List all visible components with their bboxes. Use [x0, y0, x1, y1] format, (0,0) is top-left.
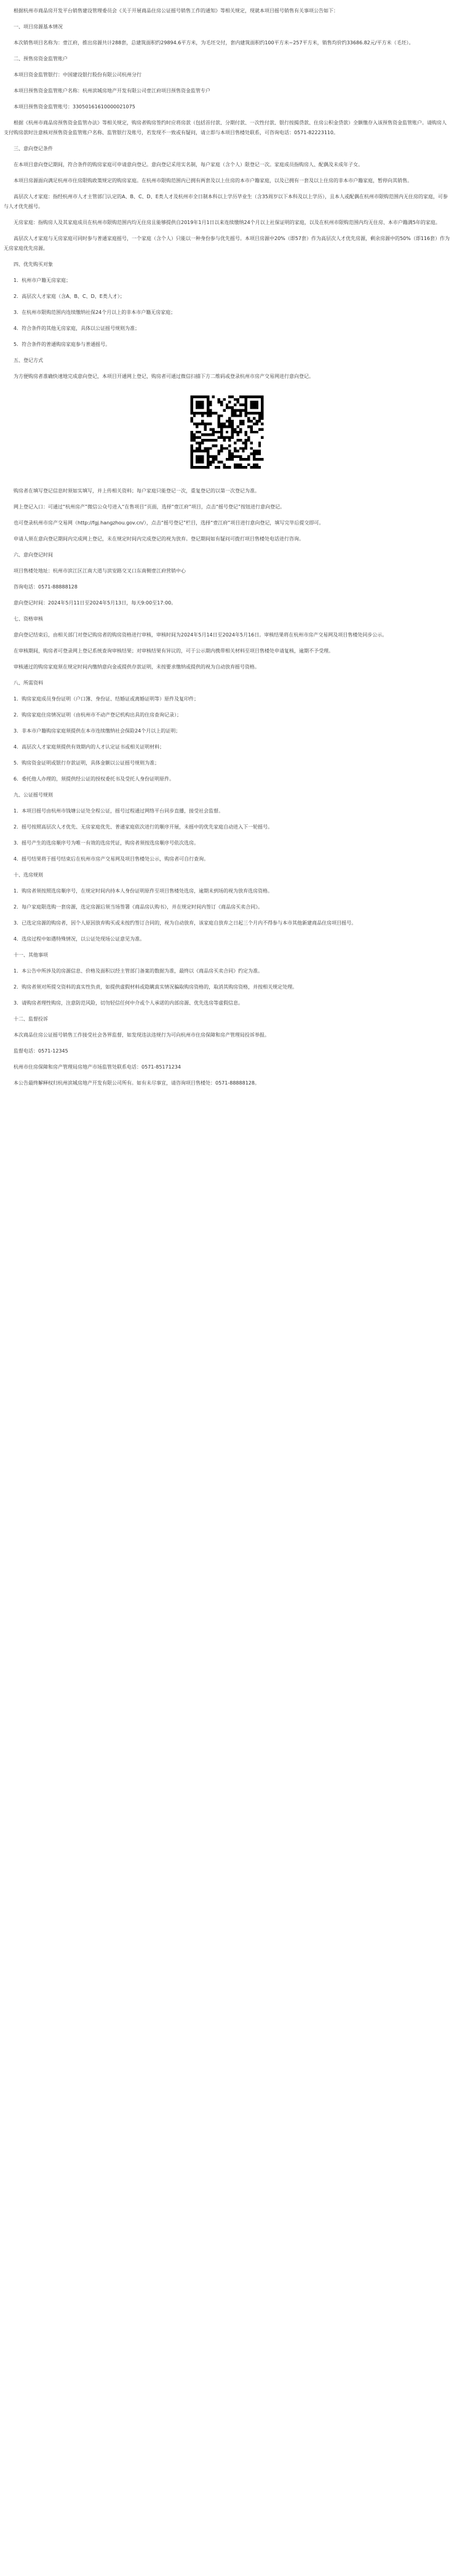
- intro-paragraph: 本项目房源面向满足杭州市住房限购政策规定的购房家庭。在杭州市限购范围内已拥有两套及以上住房的本市户籍家庭，以及已拥有一套及以上住房的非本市户籍家庭，暂停向其销售。: [14, 178, 412, 183]
- details-paragraph: 1．本公告中所涉及的房源信息、价格及面积以经主管部门备案的数据为准，最终以《商品房买卖合同》约定为准。: [14, 968, 263, 974]
- details-paragraph: 3．已选定房源的购房者，因个人原因放弃购买或未按约签订合同的，视为自动放弃，该家庭自放弃之日起三个月内不得参与本市其他新建商品住房项目摇号。: [14, 920, 357, 926]
- details-paragraph: 六、意向登记时间: [14, 552, 53, 558]
- details-paragraph: 九、公证摇号规则: [14, 792, 53, 798]
- details-paragraph: 八、所需资料: [14, 680, 43, 686]
- details-paragraph: 5．购房资金证明或银行存款证明，具体金额以公证摇号规则为准；: [14, 760, 160, 766]
- details-paragraph: 3．摇号产生的选房顺序号为唯一有效的选房凭证，购房者须按选房顺序号依次选房。: [14, 840, 199, 846]
- intro-paragraph: 三、意向登记条件: [14, 146, 53, 151]
- intro-paragraph: 高层次人才家庭与无房家庭可同时参与普通家庭摇号，一个家庭（含个人）只能以一种身份参与优先摇号。本项目房源中20%（即57套）作为高层次人才优先房源，剩余房源中的50%（即116套）作为无房家庭优先房源。: [4, 236, 450, 251]
- intro-paragraph: 4．符合条件的其他无房家庭，具体以公证摇号规则为准；: [14, 326, 140, 331]
- intro-paragraph: 四、优先购买对象: [14, 262, 53, 267]
- details-paragraph: 十二、监督投诉: [14, 1016, 48, 1022]
- details-paragraph: 3．请购房者理性购房，注意防范风险，切勿轻信任何中介或个人承诺的内部房源、优先选房等虚假信息。: [14, 1000, 244, 1006]
- details-paragraph: 杭州市住房保障和房产管理局房地产市场监管处联系电话：0571-85171234: [14, 1064, 181, 1070]
- announcement-part-2: [4, 486, 450, 1088]
- intro-paragraph: 3．在杭州市限购范围内连续缴纳社保24个月以上的非本市户籍无房家庭；: [14, 310, 176, 315]
- intro-paragraph: 一、项目房源基本情况: [14, 24, 63, 30]
- details-paragraph: 2．每户家庭限选购一套房源，选定房源后须当场签署《商品房认购书》，并在规定时间内签订《商品房买卖合同》。: [14, 904, 263, 910]
- details-paragraph: 在审核期间，购房者可登录网上登记系统查询审核结果；对审核结果有异议的，可于公示期内携带相关材料至项目售楼处申请复核，逾期不予受理。: [14, 648, 333, 654]
- qr-code-container: [4, 393, 450, 471]
- intro-paragraph: 本项目预售资金监管账户名称：杭州滨城房地产开发有限公司壹江府项目预售资金监管专户: [14, 88, 210, 94]
- details-paragraph: 6．委托他人办理的，须提供经公证的授权委托书及受托人身份证明原件。: [14, 776, 175, 782]
- details-paragraph: 4．选房过程中如遇特殊情况，以公证处现场公证意见为准。: [14, 936, 145, 942]
- details-paragraph: 2．购房家庭住房情况证明（由杭州市不动产登记机构出具的住房查询记录）；: [14, 712, 182, 718]
- intro-paragraph: 本项目预售资金监管账号：33050161610000021075: [14, 104, 135, 110]
- intro-paragraph: 二、预售房资金监管账户: [14, 56, 68, 62]
- details-paragraph: 1．购房者须按照选房顺序号，在规定时间内持本人身份证明原件至项目售楼处选房，逾期未到场的视为放弃选房资格。: [14, 888, 273, 894]
- intro-paragraph: 本项目资金监管银行：中国建设银行股份有限公司杭州分行: [14, 72, 141, 78]
- intro-paragraph: 无房家庭：指购房人及其家庭成员在杭州市限购范围内均无住房且能够提供自2019年1月1日以来连续缴纳24个月以上社保证明的家庭，以及在杭州市限购范围内均无住房、本市户籍满5年的家庭。: [14, 220, 440, 225]
- details-paragraph: 咨询电话：0571-88888128: [14, 584, 78, 590]
- details-paragraph: 3．非本市户籍购房家庭须提供在本市连续缴纳社会保险24个月以上的证明；: [14, 728, 181, 734]
- intro-paragraph: 高层次人才家庭：指经杭州市人才主管部门认定的A、B、C、D、E类人才及杭州市全日制本科以上学历毕业生（含35周岁以下本科及以上学历），且本人或配偶在杭州市限购范围内无住房的家庭，可参与人才优先摇号。: [4, 194, 448, 209]
- details-paragraph: 4．高层次人才家庭须提供有效期内的人才认定证书或相关证明材料；: [14, 744, 165, 750]
- details-paragraph: 项目售楼处地址：杭州市滨江区江南大道与滨安路交叉口东南侧壹江府营销中心: [14, 568, 186, 574]
- details-paragraph: 4．摇号结果将于摇号结束后在杭州市房产交易网及项目售楼处公示，购房者可自行查询。: [14, 856, 209, 862]
- details-paragraph: 网上登记入口：可通过“杭州房产”微信公众号进入“在售项目”页面，选择“壹江府”项目，点击“摇号登记”按钮进行意向登记。: [14, 504, 285, 510]
- details-paragraph: 审核通过的购房家庭须在规定时间内缴纳意向金或提供存款证明，未按要求缴纳或提供的视为自动放弃摇号资格。: [14, 664, 260, 670]
- intro-paragraph: 根据《杭州市商品房预售资金监管办法》等相关规定，购房者购房签约时应将房款（包括首付款、分期付款、一次性付款、银行按揭贷款、住房公积金贷款）全额缴存入该预售资金监管账户。请购房人支付购房款时注意核对预售资金监管账户名称、监管银行及账号，若发现不一致或有疑问，请立即与本项目售楼处联系，可咨询电话：0571-82223110。: [4, 120, 447, 135]
- details-paragraph: 意向登记结束后，由相关部门对登记购房者的购房资格进行审核，审核时间为2024年5月14日至2024年5月16日。审核结果将在杭州市房产交易网及项目售楼处同步公示。: [14, 632, 388, 638]
- intro-paragraph: 在本项目意向登记期间，符合条件的购房家庭可申请意向登记。意向登记采用实名制，每户家庭（含个人）限登记一次。家庭成员指购房人、配偶及未成年子女。: [14, 162, 363, 167]
- details-paragraph: 申请人须在意向登记期间内完成网上登记，未在规定时间内完成登记的视为放弃。登记期间如有疑问可拨打项目售楼处电话进行咨询。: [14, 536, 304, 542]
- intro-paragraph: 1．杭州市户籍无房家庭；: [14, 278, 71, 283]
- announcement-article: [0, 0, 454, 1107]
- intro-paragraph: 五、登记方式: [14, 358, 43, 363]
- details-paragraph: 购房者在填写登记信息时须如实填写，并上传相关资料；每户家庭只能登记一次，重复登记的以第一次登记为准。: [14, 488, 260, 494]
- details-paragraph: 本公告最终解释权归杭州滨城房地产开发有限公司所有。如有未尽事宜，请咨询项目售楼处：0571-88888128。: [14, 1080, 260, 1086]
- details-paragraph: 十一、其他事项: [14, 952, 48, 958]
- qr-code-image[interactable]: [188, 393, 266, 471]
- details-paragraph: 也可登录杭州市房产交易网（http://fgj.hangzhou.gov.cn/），点击“摇号登记”栏目，选择“壹江府”项目进行意向登记，填写完毕后提交即可。: [14, 520, 324, 526]
- details-paragraph: 十、选房规则: [14, 872, 43, 878]
- intro-paragraph: 2．高层次人才家庭（含A、B、C、D、E类人才）；: [14, 294, 125, 299]
- details-paragraph: 1．本项目摇号由杭州市钱塘公证处全程公证，摇号过程通过网络平台同步直播，接受社会监督。: [14, 808, 224, 814]
- details-paragraph: 1．购房家庭成员身份证明（户口簿、身份证、结婚证或离婚证明等）原件及复印件；: [14, 696, 199, 702]
- details-paragraph: 意向登记时间：2024年5月11日至2024年5月13日，每天9:00至17:00。: [14, 600, 177, 606]
- details-paragraph: 监督电话：0571-12345: [14, 1048, 68, 1054]
- intro-paragraph: 5．符合条件的普通购房家庭参与普通摇号。: [14, 342, 111, 347]
- intro-paragraph: 根据杭州市商品房开发平台销售建设管理委员会《关于开展商品住房公证摇号销售工作的通知》等相关规定，现就本项目摇号销售有关事项公告如下：: [14, 8, 338, 14]
- details-paragraph: 2．摇号按照高层次人才优先、无房家庭优先、普通家庭依次进行的顺序开展，未摇中的优先家庭自动进入下一轮摇号。: [14, 824, 273, 830]
- intro-paragraph: 为方便购房者准确快速地完成意向登记，本项目开通网上登记，购房者可通过微信扫描下方二维码或登录杭州市房产交易网进行意向登记。: [14, 374, 314, 379]
- details-paragraph: 七、资格审核: [14, 616, 43, 622]
- details-paragraph: 2．购房者须对所提交资料的真实性负责，如提供虚假材料或隐瞒真实情况骗取购房资格的，取消其购房资格，并按相关规定处理。: [14, 984, 298, 990]
- details-paragraph: 本次商品住房公证摇号销售工作接受社会各界监督，如发现违法违规行为可向杭州市住房保障和房产管理局投诉举报。: [14, 1032, 269, 1038]
- intro-paragraph: 本次销售项目名称为：壹江府，推出房源共计288套，总建筑面积约29894.6平方米，为毛坯交付，套内建筑面积约100平方米~257平方米，销售均价约33686.82元/平方米（毛坯）。: [14, 40, 414, 46]
- announcement-part-1: [4, 6, 450, 382]
